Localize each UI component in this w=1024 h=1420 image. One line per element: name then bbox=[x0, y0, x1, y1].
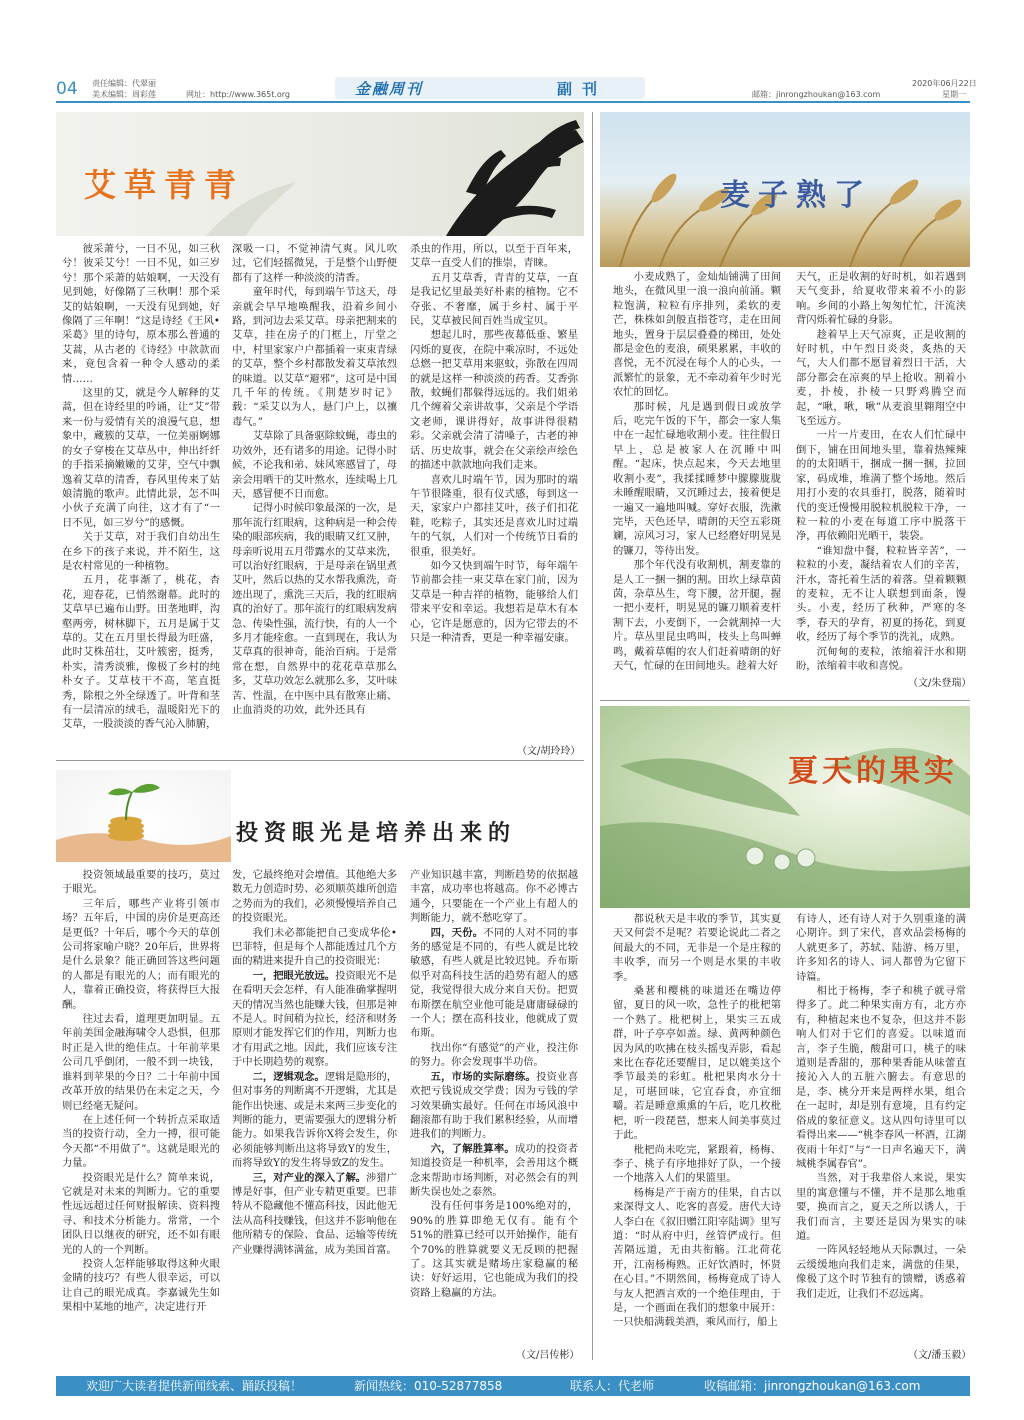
paragraph: 艾草除了具备驱除蚊蝇，毒虫的功效外，还有诸多的用途。记得小时候，不论我和弟、妹风寒感冒了，母亲会用晒干的艾叶熬水，连续喝上几天，感冒便不日而愈。 bbox=[232, 430, 397, 500]
subheading: 四，天份。 bbox=[430, 926, 484, 939]
coins-sprout-photo bbox=[56, 770, 231, 862]
footer-bar bbox=[56, 1376, 970, 1396]
paragraph: 当然，对于我辈俗人来说，果实里的寓意懂与不懂，并不是那么地重要，换而言之，夏天之所以诱人，于我们而言，主要还是因为果实的味道。 bbox=[796, 1172, 966, 1242]
paragraph: 深吸一口，不觉神清气爽。风儿吹过，它们轻摇微晃，于是整个山野便都有了这样一种淡淡的清香。 bbox=[232, 243, 397, 284]
paragraph: 五月艾草香，青青的艾草，一直是我记忆里最美好朴素的植物。它不夺张、不奢靡，属于乡村、属于平民，艾草被民间百姓当成宝贝。 bbox=[410, 271, 578, 328]
paragraph: 产业知识越丰富，判断趋势的依据越丰富，成功率也将越高。你不必博古通今，只要能在一个产业上有超人的判断能力，就不愁吃穿了。 bbox=[410, 869, 578, 925]
aicao-column-2 bbox=[232, 242, 397, 717]
paragraph: 这里的艾，就是今人解释的艾蒿，但在诗经里的吟诵，让“艾”带来一份与爱情有关的浪漫气息，想象中，蔵簇的艾草，一位美丽婀娜的女子穿梭在艾草丛中，伸出纤纤的手指采摘嫩嫩的艾芽，空气中飘逸着艾草的清香，春风里传来了姑娘清脆的歌声。此情此景，怎不叫小伙子充满了向往，这才有了“一日不见，如三岁兮”的感慨。 bbox=[62, 387, 220, 529]
footer-email: 收稿邮箱：jinrongzhoukan@163.com bbox=[704, 1379, 921, 1393]
section-name: 副刊 bbox=[557, 80, 608, 98]
paragraph: 杀虫的作用，所以，以至于百年来，艾草一直受人们的推崇，青睐。 bbox=[410, 243, 578, 270]
editor-line: 美术编辑：周彩莲 bbox=[92, 90, 156, 99]
xiatian-signature: （文/潘玉毅） bbox=[908, 1350, 972, 1361]
touzi-signature: （文/吕传彬） bbox=[516, 1350, 580, 1361]
paragraph: 趁着早上天气凉爽，正是收割的好时机，中午烈日炎炎，炙热的天气，大人们都不愿冒着烈日干活，大部分都会在凉爽的早上抢收。割着小麦，扑棱，扑棱一只野鸡腾空而起，“啾，啾，啾”从麦浪里翱翔空中飞至远方。 bbox=[796, 328, 966, 428]
paragraph: 三年后，哪些产业将引领市场？五年后，中国的房价是更高还是更低？十年后，哪个今天的草创公司将家喻户晓？20年后，世界将是什么景象？能正确回答这些问题的人都是有眼光的人；而有眼光的人，靠着正确投资，将获得巨大报酬。 bbox=[62, 897, 220, 1011]
aicao-signature: （文/胡玲玲） bbox=[517, 746, 581, 757]
paragraph: 相比于杨梅，李子和桃子就寻常得多了。此二种果实南方有，北方亦有，种植起来也不复杂，但这并不影响人们对于它们的喜爱。以味道而言，李子生脆，酸甜可口，桃子的味道则是香甜的，那种果香能从味蕾直接沁入人的五脏六腑去。有意思的是，李、桃分开来是两样水果，组合在一起时，却是别有意境，且有约定俗成的象征意义。这从四句诗里可以看得出来——“桃李春风一杯酒，江湖夜雨十年灯”与“一日声名遍天下，满城桃李属春官”。 bbox=[796, 985, 967, 1170]
paragraph bbox=[410, 1142, 578, 1200]
paragraph-body: 涉猎广博是好事，但产业专精更重要。巴菲特从不隐藏他不懂高科技，因此他无法从高科技赚钱，但这并不影响他在他所精专的保险、食品、运输等传统产业赚得满钵满盆，成为美国首富。 bbox=[232, 1171, 398, 1256]
paragraph: “谁知盘中餐，粒粒皆辛苦”，一粒粒的小麦，凝结着农人们的辛苦，汗水，寄托着生活的着落。望着颗颗的麦粒，无不让人联想到面条，馒头。小麦，经历了秋种，严寒的冬季，春天的孕育，初夏的扬花，到夏收，经历了每个季节的洗礼，成熟。 bbox=[796, 544, 966, 644]
paragraph: 那个年代没有收割机，割麦靠的是人工一捆一捆的割。田坎上绿草茵茵，杂草丛生，弯下腰，岔开腿，握一把小麦杆，明晃晃的镰刀顺着麦杆割下去，小麦倒下，一会就割掉一大片。草丛里昆虫鸣叫，枝头上鸟叫蝉鸣，戴着草帽的农人们赶着晴朗的好天气，忙碌的在田间地头。趁着大好 bbox=[613, 559, 781, 672]
column-divider bbox=[592, 112, 593, 1360]
paragraph: 关于艾草，对于我们自幼出生在乡下的孩子来说，并不陌生，这是农村常见的一种植物。 bbox=[62, 531, 220, 572]
paragraph: 小麦成熟了，金灿灿铺满了田间地头，在微风里一浪一浪向前涌。颗粒饱满，粒粒有序排列，柔软的麦芒，株株如剑般直指苍穹，走在田间地头，置身于层层叠叠的梯田，处处都是金色的麦浪，硕果累累，丰收的喜悦，无不沉浸在每个人的心头，一派繁忙的景象，无不牵动着年少时光农忙的回忆。 bbox=[613, 271, 781, 399]
paragraph: 发，它最终绝对会增值。其他绝大多数无力创造时势、必须顺英雄所创造之势而为的我们，必须慢慢培养自己的投资眼光。 bbox=[232, 869, 397, 925]
paragraph: 沉甸甸的麦粒，浓缩着汗水和期盼，浓缩着丰收和喜悦。 bbox=[796, 645, 966, 672]
header-rule bbox=[56, 101, 970, 103]
paragraph-body: 没有任何事务是100%绝对的，90%的胜算即绝无仅有。能有个51%的胜算已经可以开始操作，能有个70%的胜算就要义无反顾的把握了。这其实就是赌场庄家稳赢的秘诀：好好运用，它也能成为我们的投资路上稳赢的方法。 bbox=[410, 1200, 578, 1299]
paragraph: 记得小时候印象最深的一次，是那年流行红眼病，这种病是一种会传染的眼部疾病，我的眼睛又红又肿，母亲听说用五月带露水的艾草来洗，可以治好红眼病，于是母亲在锅里煮艾叶，然后以热的艾水帮我熏洗，奇迹出现了，熏洗三天后，我的红眼病真的治好了。那年流行的红眼病发病急、传染性强，流行快，有的人一个多月才能痊愈。一直到现在，我认为艾草真的很神奇，能治百病。于是常常在想，自然界中的花花草草那么多，艾草功效怎么就那么多，艾叶味苦、性温，在中医中具有散寒止痛、止血消炎的功效，此外还具有 bbox=[232, 502, 397, 716]
paragraph bbox=[410, 1070, 578, 1142]
paragraph: 在上述任何一个转折点采取适当的投资行动，全力一搏，很可能今天都“不用做了”。这就是眼光的力量。 bbox=[62, 1113, 220, 1170]
editor-line: 责任编辑：代翠丽 bbox=[92, 79, 156, 88]
issue-date: 2020年06月22日 bbox=[912, 79, 977, 88]
paragraph: 往过去看，道理更加明显。五年前美国金融海啸令人恐惧，但那时正是入世的绝佳点。十年前苹果公司几乎倒闭，一般不到一块钱，谁料到苹果的今日？二十年前中国改革开放的结果仍在未定之天，今则已经毫无疑问。 bbox=[62, 1013, 220, 1112]
aicao-column-1 bbox=[62, 242, 220, 732]
paragraph: 投资眼光是什么？简单来说，它就是对未来的判断力。它的重要性远远超过任何财报解读、资料搜寻、和技术分析能力。常常，一个团队日以继夜的研究，还不如有眼光的人的一个判断。 bbox=[62, 1171, 220, 1256]
xiatian-column-2 bbox=[796, 912, 966, 1301]
maizi-column-2 bbox=[796, 270, 966, 673]
paragraph: 天气，正是收割的好时机，如若遇到天气变卦，给夏收带来着不小的影响。乡间的小路上匆匆忙忙，汗流浃背闪烁着忙碌的身影。 bbox=[796, 271, 966, 327]
paragraph: 一阵风轻轻地从天际飘过，一朵云缓缓地向我们走来，满盘的佳果，像极了这个时节独有的馈赠，诱惑着我们走近，让我们不忍远离。 bbox=[796, 1244, 966, 1300]
footer-contact: 联系人：代老师 bbox=[570, 1379, 655, 1393]
touzi-column-1 bbox=[62, 868, 220, 1315]
subheading: 一，把眼光放远。 bbox=[252, 969, 336, 982]
paragraph: 枇杷尚未吃完，紧跟着，杨梅、李子、桃子有序地排好了队，一个接一个地落入人们的果篮里。 bbox=[613, 1143, 781, 1185]
paragraph-body: 逻辑是隐形的，但对事务的判断离不开逻辑，尤其是能作出快速、或是未来两三步变化的判断的能力，更需要强大的逻辑分析能力。如果我告诉你X将会发生，你必须能够判断出这将导致Y的发生，而将导致Y的发生将导致Z的发生。 bbox=[232, 1070, 398, 1170]
maizi-title: 麦子熟了 bbox=[720, 178, 872, 213]
paragraph bbox=[410, 1199, 578, 1300]
paragraph bbox=[410, 926, 578, 1041]
subheading: 六，了解胜算率。 bbox=[430, 1142, 515, 1155]
paragraph: 那时候，凡是遇到假日或放学后，吃完午饭的下午，都会一家人集中在一起忙碌地收割小麦。往往假日早上，总是被家人在沉睡中叫醒。“起床，快点起来，今天去地里收割小麦”，我揉揉睡梦中朦朦胧胧未睡醒眼睛，又沉睡过去，接着便是一遍又一遍地叫喊。穿好衣服，洗漱完毕，天色还早，晴朗的天空五彩斑斓，凉风习习，家人已经磨好明晃晃的镰刀，等待出发。 bbox=[613, 400, 781, 557]
website: 网址：http://www.365t.org bbox=[186, 90, 291, 99]
paragraph: 想起儿时，那些夜幕低垂、繁星闪烁的夏夜，在院中乘凉时，不远处总燃一把艾草用来驱蚊，弥散在四周的就是这样一种淡淡的药香。艾香弥散，蚊蝇们都躲得远远的。我们姐弟几个缠着父亲讲故事，父亲是个学语文老师，课讲得好，故事讲得很精彩。父亲就会清了清嗓子，古老的神话、历史故事，就会在父亲绘声绘色的描述中款款地向我们走来。 bbox=[410, 329, 578, 472]
paragraph bbox=[232, 1171, 397, 1257]
paragraph-body: 成功的投资者知道投资是一种机率，会善用这个概念来帮助市场判断，对必然会有的判断失误也处之泰然。 bbox=[410, 1142, 578, 1198]
paragraph: 我们未必都能把自己变成华伦•巴菲特，但是每个人都能透过几个方面的精进来提升自己的投资眼光： bbox=[232, 926, 397, 968]
maizi-column-1 bbox=[613, 270, 781, 673]
touzi-title: 投资眼光是培养出来的 bbox=[236, 820, 517, 846]
subheading: 二，逻辑观念。 bbox=[252, 1070, 325, 1083]
paragraph: 如今又快到端午时节，每年端午节前都会挂一束艾草在家门前，因为艾草是一种吉祥的植物，能够给人们带来平安和幸运。我想若是草木有本心，它许是愿意的，因为它带去的不只是一种清香，更是一种幸福安康。 bbox=[410, 559, 578, 644]
paragraph: 投资人怎样能够取得这种火眼金睛的技巧？有些人很幸运，可以让自己的眼光成真。李嘉诚先生如果相中某地的地产，决定进行开 bbox=[62, 1257, 220, 1314]
aicao-column-3 bbox=[410, 242, 578, 645]
footer-welcome: 欢迎广大读者提供新闻线索、踊跃投稿！ bbox=[86, 1379, 303, 1393]
paragraph: 喜欢儿时端午节，因为那时的端午节很隆重，很有仪式感，每到这一天，家家户户都挂艾叶，孩子们扣花鞋，吃粽子，其实还是喜欢儿时过端午的气氛，人们对一个传统节日看的很重，很美好。 bbox=[410, 473, 578, 558]
xiatian-title: 夏天的果实 bbox=[788, 754, 958, 789]
xiatian-column-1 bbox=[613, 912, 781, 1330]
paragraph-body: 不同的人对不同的事务的感觉是不同的，有些人就是比较敏感，有些人就是比较迟钝。乔布斯似乎对高科技生活的趋势有超人的感觉，我觉得很大成分来自天份。把贾布斯摆在航空业他可能是庸庸碌碌的一个人；摆在高科技业，他就成了贾布斯。 bbox=[410, 926, 578, 1040]
paragraph: 有诗人，还有诗人对于久别重逢的满心期许。到了宋代，喜欢品尝杨梅的人就更多了，苏轼、陆游、杨万里，许多知名的诗人、词人都曾为它留下诗篇。 bbox=[796, 913, 966, 983]
paragraph: 都说秋天是丰收的季节，其实夏天又何尝不是呢？若要论说此二者之间最大的不同，无非是一个是庄稼的丰收季，而另一个则是水果的丰收季。 bbox=[613, 913, 781, 983]
divider bbox=[56, 760, 584, 761]
fruit-drops-photo bbox=[600, 706, 970, 908]
touzi-column-3 bbox=[410, 868, 578, 1300]
editor-info bbox=[92, 78, 156, 100]
weekday: 星期一 bbox=[942, 90, 966, 99]
paragraph: 五月，花事渐了，桃花，杏花，迎春花，已悄然谢幕。此时的艾草早已遍布山野。田垄地畔，沟壑两旁，树林脚下，五月是属于艾草的。艾在五月里长得最为旺盛，此时艾株茁壮，艾叶簇密，挺秀，朴实，清秀淡雅，像极了乡村的纯朴女子。艾草枝干不高，笔直挺秀，除根之外全绿透了。叶背和茎有一层清凉的绒毛，温暖阳光下的艾草，一股淡淡的香气沁入肺腑， bbox=[62, 574, 220, 731]
header-email: 邮箱：jinrongzhoukan@163.com bbox=[752, 90, 881, 99]
paragraph: 一片一片麦田，在农人们忙碌中倒下，铺在田间地头里，靠着热辣辣的的太阳晒干，捆成一捆一捆，拉回家，码成堆，堆满了整个场地。然后用打小麦的农具垂打，脱落，随着时代的变迁慢慢用脱粒机脱粒干净，一粒一粒的小麦在每道工序中脱落干净，再依赖阳光晒干，装袋。 bbox=[796, 429, 966, 543]
paragraph: 投资领域最重要的技巧，莫过于眼光。 bbox=[62, 869, 220, 896]
footer-hotline: 新闻热线：010-52877858 bbox=[354, 1379, 503, 1393]
maizi-signature: （文/朱登瑞） bbox=[908, 678, 972, 689]
subheading: 五，市场的实际磨练。 bbox=[430, 1070, 537, 1083]
paper-name: 金融周刊 bbox=[355, 80, 424, 98]
touzi-column-2 bbox=[232, 868, 397, 1257]
divider bbox=[600, 700, 970, 701]
paragraph-body: 投资眼光不是在看明天会怎样，有人能准确掌握明天的情况当然也能赚大钱，但那是神不是人。时间稍为拉长，经济和财务原则才能发挥它们的作用，判断力也才有用武之地。因此，我们应该专注于中长期趋势的观察。 bbox=[232, 969, 398, 1069]
paragraph-body: 投资业喜欢把亏钱说成交学费；因为亏钱的学习效果确实最好。任何在市场风浪中翻滚都有助于我们累积经验，从而增进我们的判断力。 bbox=[410, 1070, 578, 1141]
paragraph-body: 找出你“有感觉”的产业，投注你的努力。你会发现事半功倍。 bbox=[410, 1041, 578, 1069]
paragraph bbox=[410, 1041, 578, 1070]
subheading: 三，对产业的深入了解。 bbox=[252, 1171, 367, 1184]
aicao-title: 艾草青青 bbox=[84, 166, 245, 204]
paragraph bbox=[232, 969, 397, 1070]
paragraph: 童年时代，每到端午节这天，母亲就会早早地唤醒我，沿着乡间小路，到河边去采艾草。母亲把割来的艾草，挂在房子的门框上，厅堂之中，村里家家户户都插着一束束青绿的艾草，整个乡村都散发着艾草浓烈的味道。以艾草“避邪”，这可是中国几千年的传统。《荆楚岁时记》载：“采艾以为人，悬门户上，以禳毒气。” bbox=[232, 286, 397, 428]
paragraph: 彼采萧兮，一日不见，如三秋兮！彼采艾兮！一日不见，如三岁兮！那个采萧的姑娘啊，一天没有见到她，好像隔了三秋啊！那个采艾的姑娘啊，一天没有见到她，好像隔了三年啊！”这是诗经《王风•采葛》里的诗句，原本那么普通的艾蒿，从古老的《诗经》中款款而来，竟包含着一种令人感动的柔情…… bbox=[62, 243, 220, 385]
page-number: 04 bbox=[56, 79, 78, 99]
paragraph: 杨梅是产于南方的佳果，自古以来深得文人、吃客的喜爱。唐代大诗人李白在《叙旧赠江阳宰陆调》里写道：“时从府中归，丝管俨成行。但苦隔远道，无由共衔觞。江北荷花开，江南杨梅熟。正好饮酒时，怀贤在心目。”不期然间，杨梅竟成了诗人与友人把酒言欢的一个绝佳理由，于是，一个画面在我们的想象中展开：一只快船满载美酒，乘风而行，船上 bbox=[613, 1186, 781, 1329]
paragraph bbox=[232, 1070, 397, 1171]
paragraph: 桑葚和樱桃的味道还在嘴边停留，夏日的风一吹，急性子的枇杷第一个熟了。枇杷树上，果实三五成群，叶子亭亭如盖。绿、黄两种颜色因为风的吹拂在枝头摇曳弄影，看起来比在春花还要醒目，足以媲美这个季节最美的彩虹。枇杷果肉水分十足，可堪回味，它宜吞食，亦宜细嚼。若是睡意熏熏的午后，吃几枚枇杷，听一段琵琶，想来人间美事莫过于此。 bbox=[613, 985, 781, 1142]
